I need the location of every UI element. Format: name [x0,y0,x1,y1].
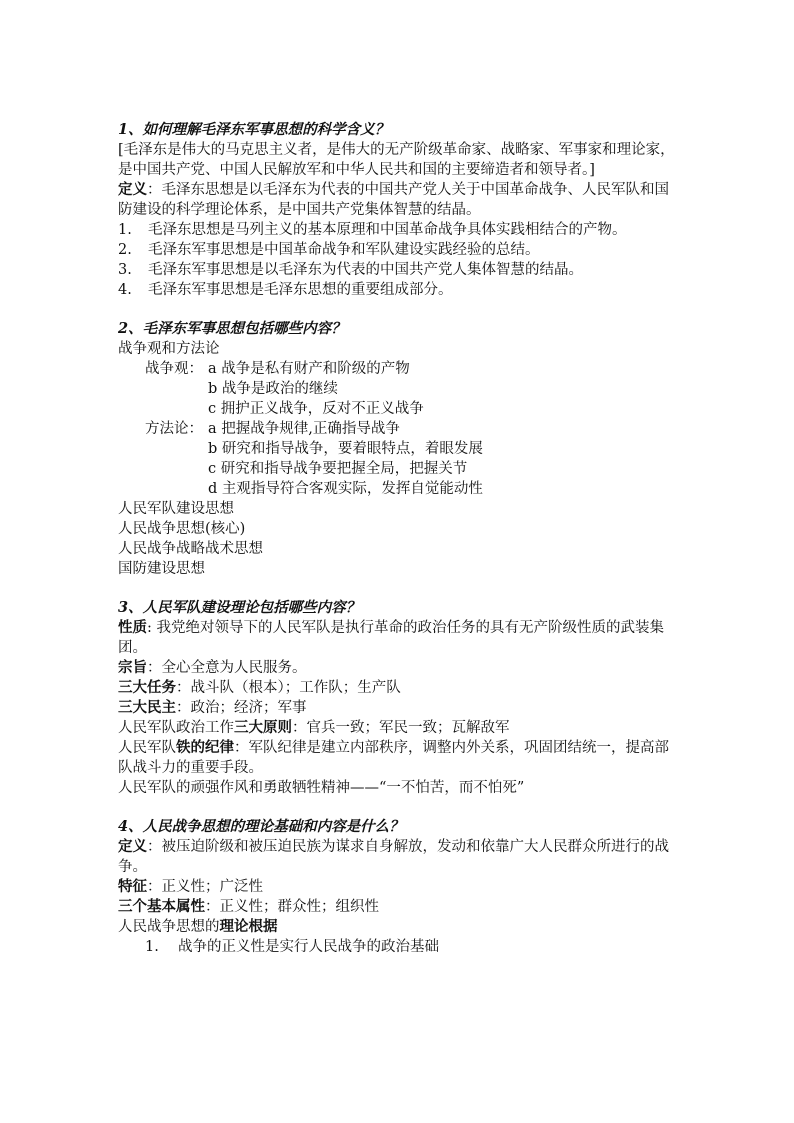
attribute-text: ：正义性；群众性；组织性 [205,899,379,915]
section-2-line: 人民战争战略战术思想 [118,541,263,557]
method-item: a 把握战争规律,正确指导战争 [208,421,400,437]
method-item: d 主观指导符合客观实际，发挥自觉能动性 [208,481,483,497]
basis-line [118,917,678,937]
principle-prefix: 人民军队政治工作 [118,720,234,736]
list-text: 战争的正义性是实行人民战争的政治基础 [178,939,439,955]
discipline-text: ：军队纪律是建立内部秩序，调整内外关系，巩固团结统一，提高部队战斗力的重要手段。 [118,740,669,776]
tasks-label: 三大任务 [118,679,176,696]
list-text: 毛泽东军事思想是中国革命战争和军队建设实践经验的总结。 [148,242,540,258]
section-4-definition [118,837,678,877]
list-text: 毛泽东军事思想是毛泽东思想的重要组成部分。 [148,282,453,298]
basis-label: 理论根据 [219,918,278,935]
list-item [118,260,678,280]
spacer [118,300,678,319]
war-view-label: 战争观： [145,361,203,377]
principle-line [118,718,678,738]
method-item: c 研究和指导战争要把握全局，把握关节 [208,461,468,477]
tasks-text: ：战斗队（根本）；工作队；生产队 [176,680,401,696]
feature-label: 特征 [118,878,147,895]
nature-line [118,618,678,658]
democracy-line [118,698,678,718]
list-number: 1. [118,222,132,238]
method-item: b 研究和指导战争，要着眼特点，着眼发展 [208,441,483,457]
feature-line [118,877,678,897]
war-view-item: b 战争是政治的继续 [208,381,338,397]
war-view-item: c 拥护正义战争，反对不正义战争 [208,401,424,417]
democracy-text: ：政治；经济；军事 [176,700,307,716]
feature-text: ：正义性；广泛性 [147,879,263,895]
war-view-item: a 战争是私有财产和阶级的产物 [208,361,410,377]
purpose-text: ：全心全意为人民服务。 [147,660,307,676]
section-2-line: 国防建设思想 [118,561,205,577]
definition-text: ：被压迫阶级和被压迫民族为谋求自身解放，发动和依靠广大人民群众所进行的战争。 [118,839,669,875]
section-1-definition [118,180,678,220]
attribute-line [118,897,678,917]
tasks-line [118,678,678,698]
definition-label: 定义 [118,181,147,198]
definition-text: ：毛泽东思想是以毛泽东为代表的中国共产党人关于中国革命战争、人民军队和国防建设的科学理论体系，是中国共产党集体智慧的结晶。 [118,182,669,218]
definition-label: 定义 [118,838,147,855]
purpose-label: 宗旨 [118,659,147,676]
list-text: 毛泽东思想是马列主义的基本原理和中国革命战争具体实践相结合的产物。 [148,222,627,238]
section-3-title: 3、人民军队建设理论包括哪些内容？ [118,599,361,616]
list-number: 2. [118,242,132,258]
method-label: 方法论： [145,421,203,437]
section-2-line: 人民军队建设思想 [118,501,234,517]
discipline-line [118,738,678,778]
purpose-line [118,658,678,678]
section-2-line: 战争观和方法论 [118,341,220,357]
spirit-line: 人民军队的顽强作风和勇敢牺牲精神——“一不怕苦，而不怕死” [118,780,525,796]
section-2-line: 人民战争思想(核心) [118,521,246,537]
list-item [118,937,678,957]
method-line [118,419,678,439]
section-4-title: 4、人民战争思想的理论基础和内容是什么？ [118,818,404,835]
document-page [118,120,678,957]
nature-label: 性质 [118,619,147,636]
spacer [118,798,678,817]
spacer [118,579,678,598]
attribute-label: 三个基本属性 [118,898,205,915]
list-item [118,240,678,260]
list-item [118,280,678,300]
section-1-title: 1、如何理解毛泽东军事思想的科学含义？ [118,121,390,138]
discipline-prefix: 人民军队 [118,740,176,756]
list-number: 1. [145,939,159,955]
basis-prefix: 人民战争思想的 [118,919,220,935]
section-1-intro: [毛泽东是伟大的马克思主义者，是伟大的无产阶级革命家、战略家、军事家和理论家，是中国共产党、中国人民解放军和中华人民共和国的主要缔造者和领导者。] [118,142,675,178]
discipline-label: 铁的纪律 [176,739,234,756]
section-2-title: 2、毛泽东军事思想包括哪些内容？ [118,320,346,337]
list-text: 毛泽东军事思想是以毛泽东为代表的中国共产党人集体智慧的结晶。 [148,262,583,278]
democracy-label: 三大民主 [118,699,176,716]
list-number: 3. [118,262,132,278]
list-item [118,220,678,240]
list-number: 4. [118,282,132,298]
principle-text: ：官兵一致；军民一致；瓦解敌军 [292,720,510,736]
nature-text: : 我党绝对领导下的人民军队是执行革命的政治任务的具有无产阶级性质的武装集团。 [118,620,664,656]
principle-label: 三大原则 [234,719,292,736]
war-view-line [118,359,678,379]
